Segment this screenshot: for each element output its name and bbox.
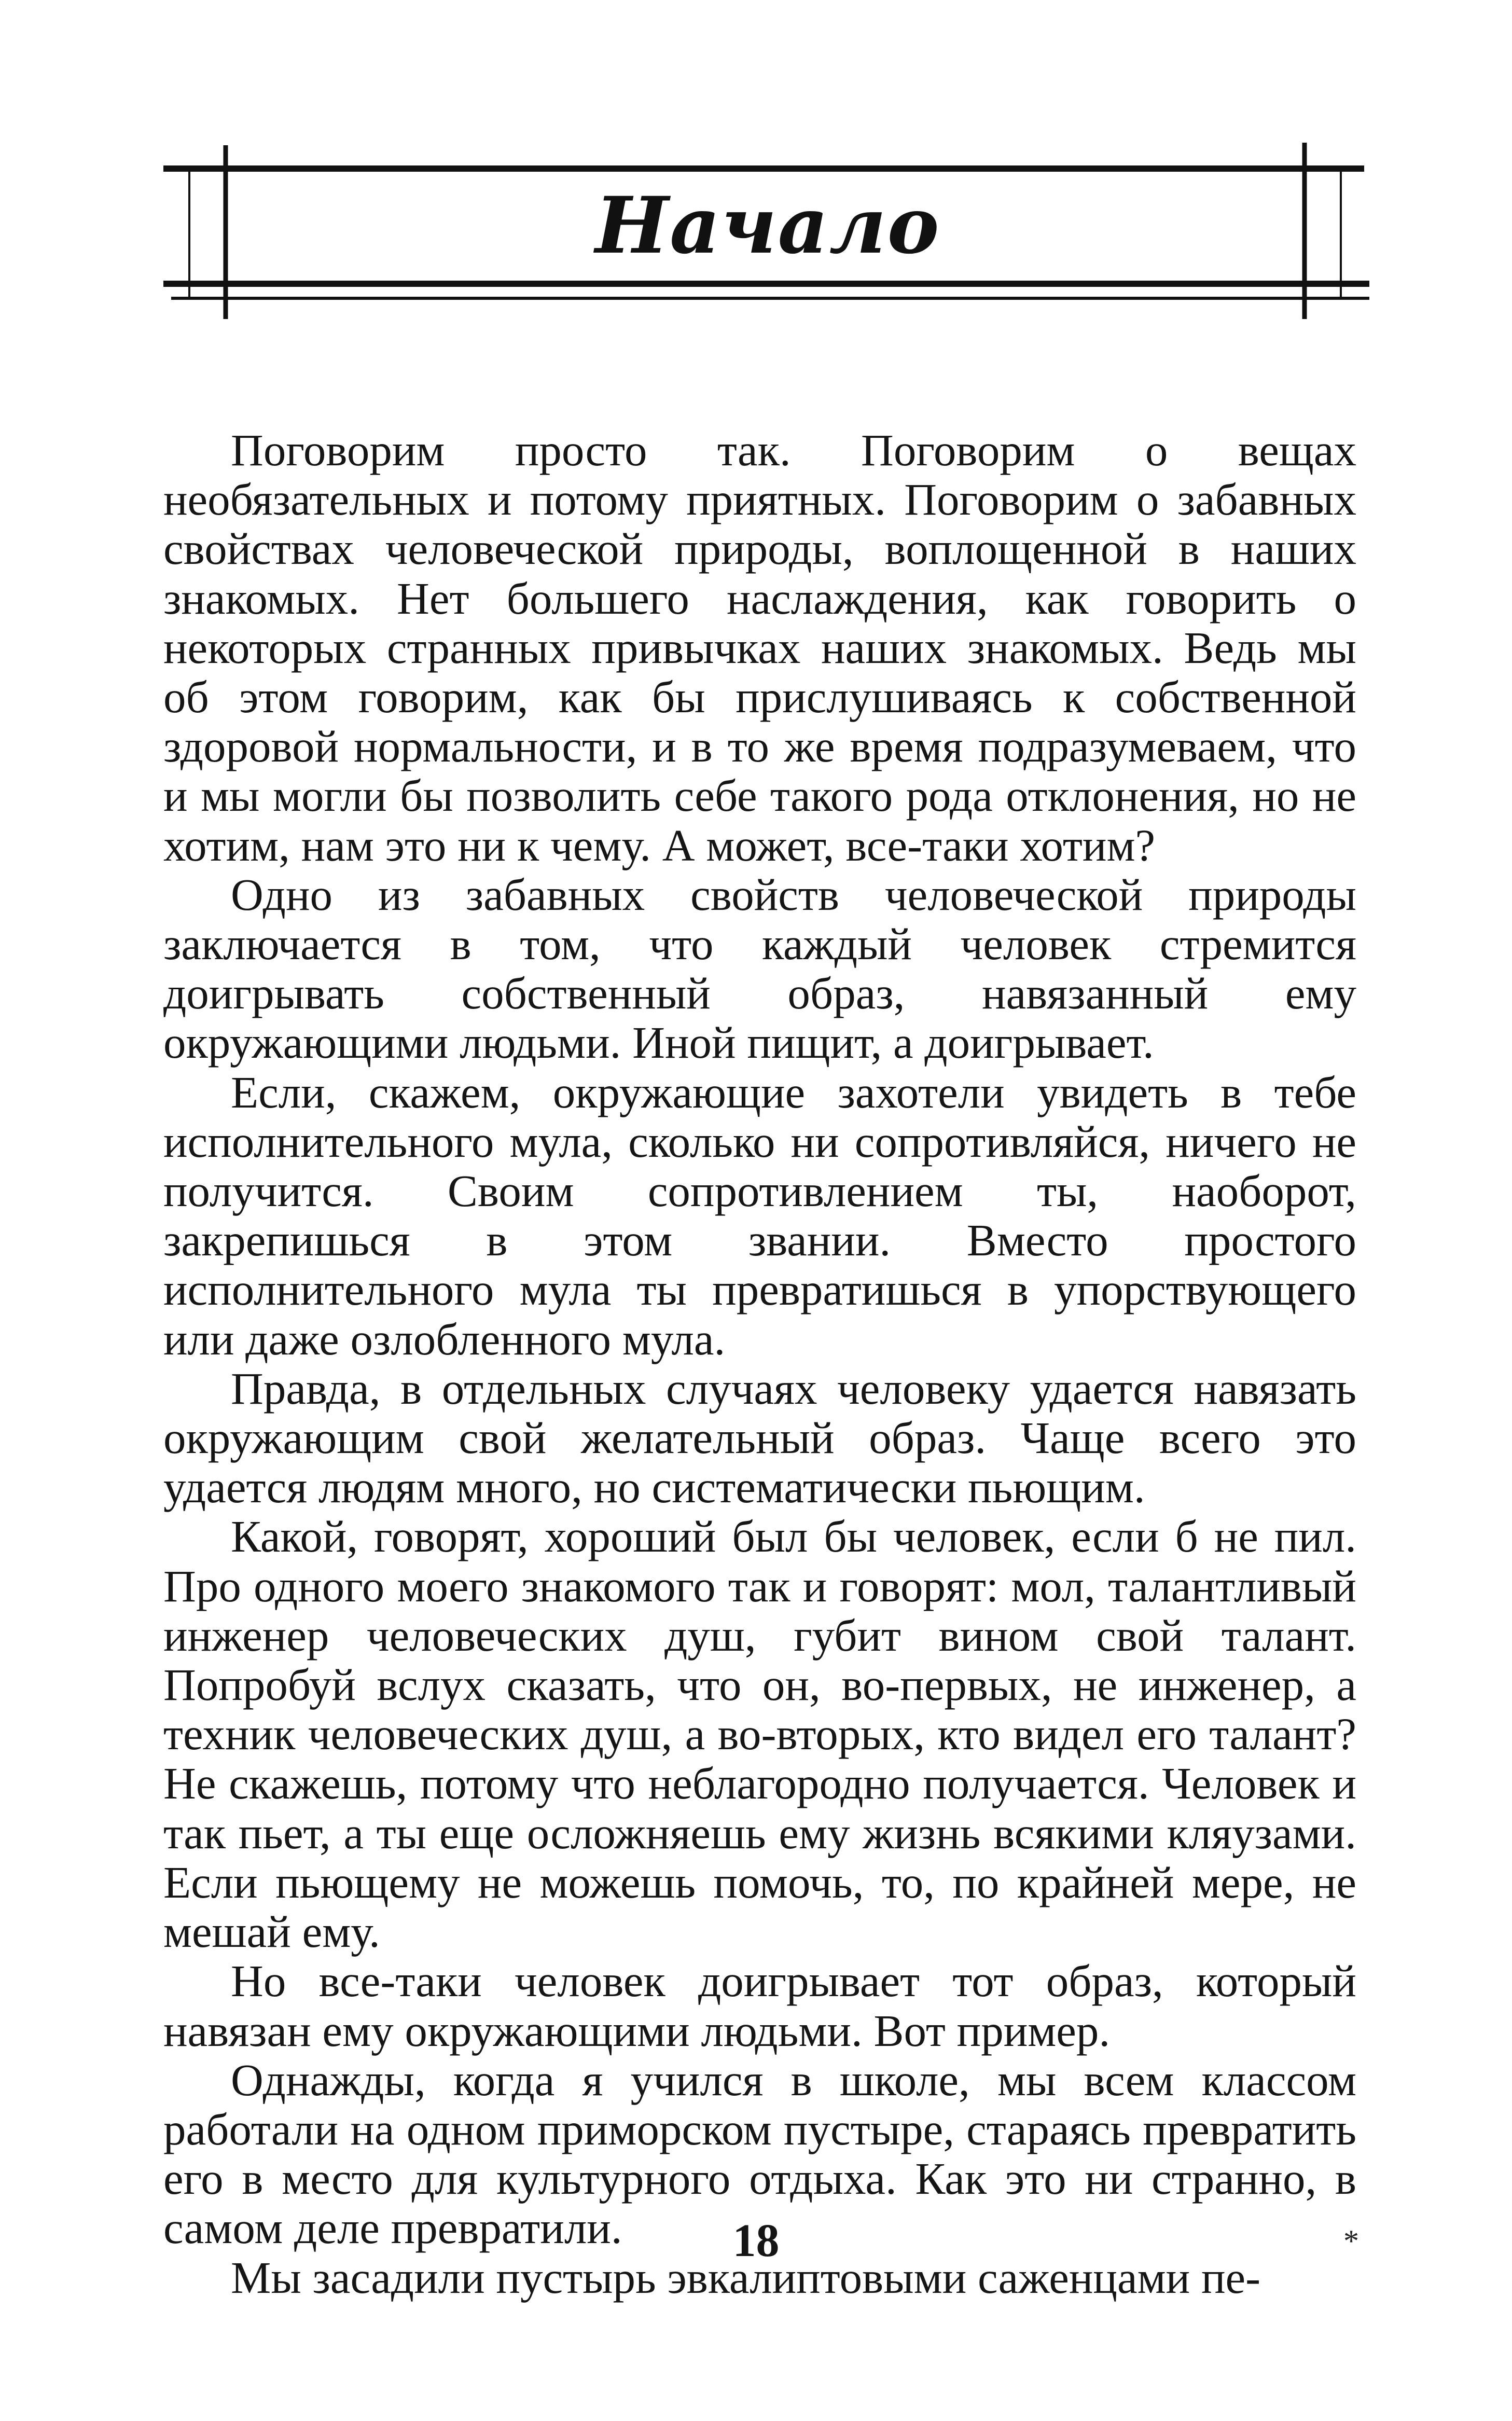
chapter-body — [163, 425, 1356, 2302]
paragraph: Поговорим просто так. Поговорим о вещах необязательных и потому приятных. Поговорим о забавных свойствах человеческой природы, воплощенной в наших знакомых. Нет большего наслаждения, как говорить о некоторых странных привычках наших знакомых. Ведь мы об этом говорим, как бы прислушиваясь к собственной здоровой нормальности, и в то же время подразумеваем, что и мы могли бы позволить себе такого рода отклонения, но не хотим, нам это ни к чему. А может, все-таки хотим? — [163, 425, 1356, 870]
paragraph: Какой, говорят, хороший был бы человек, если б не пил. Про одного моего знакомого так и говорят: мол, талантливый инженер человеческих душ, губит вином свой талант. Попробуй вслух сказать, что он, во-первых, не инженер, а техник человеческих душ, а во-вторых, кто видел его талант? Не скажешь, потому что неблагородно получается. Человек и так пьет, а ты еще осложняешь ему жизнь всякими кляузами. Если пьющему не можешь помочь, то, по крайней мере, не мешай ему. — [163, 1511, 1356, 1957]
chapter-title: Начало — [595, 180, 940, 271]
paragraph: Если, скажем, окружающие захотели увидеть в тебе исполнительного мула, сколько ни сопротивляйся, ничего не получится. Своим сопротивлением ты, наоборот, закрепишься в этом звании. Вместо простого исполнительного мула ты превратишься в упорствующего или даже озлобленного мула. — [163, 1067, 1356, 1364]
paragraph: Одно из забавных свойств человеческой природы заключается в том, что каждый человек стремится доигрывать собственный образ, навязанный ему окружающими людьми. Иной пищит, а доигрывает. — [163, 869, 1356, 1068]
paragraph: Мы засадили пустырь эвкалиптовыми саженцами пе- — [231, 2252, 1261, 2303]
paragraph: Правда, в отдельных случаях человеку удается навязать окружающим свой желательный образ. Чаще всего это удается людям много, но систематически пьющим. — [163, 1363, 1356, 1513]
paragraph: Но все-таки человек доигрывает тот образ, который навязан ему окружающими людьми. Вот пример. — [163, 1956, 1356, 2056]
paragraph: Однажды, когда я учился в школе, мы всем классом работали на одном приморском пустыре, стараясь превратить его в место для культурного отдыха. Как это ни странно, в самом деле превратили. — [163, 2054, 1356, 2253]
print-signature-mark: * — [1343, 2224, 1359, 2258]
page-number: 18 — [732, 2215, 780, 2266]
chapter-header-frame — [176, 148, 1359, 324]
